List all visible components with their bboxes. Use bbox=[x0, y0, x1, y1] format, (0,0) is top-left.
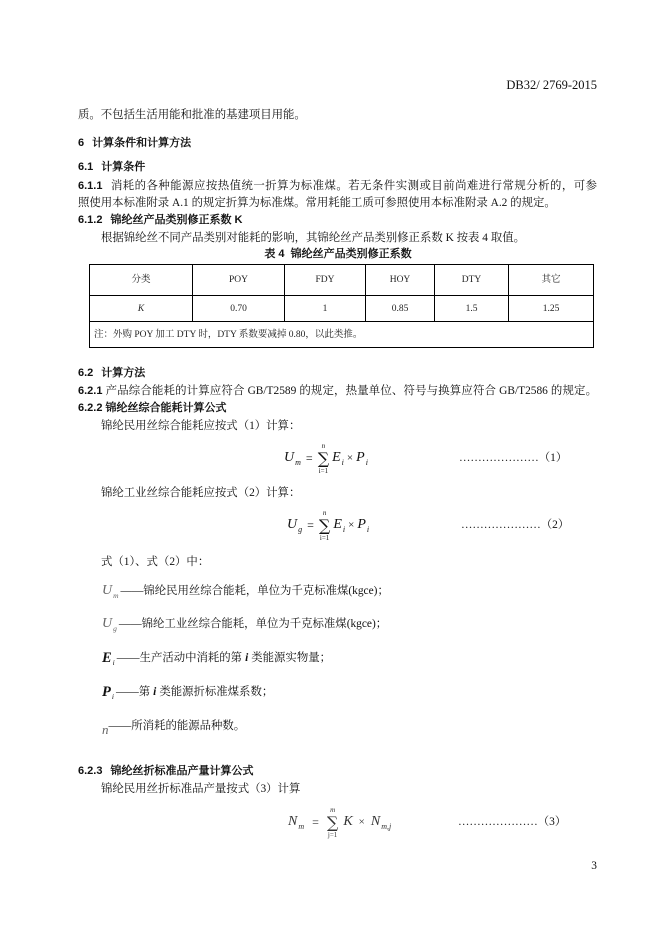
formula-1-term-e-subscript: i bbox=[341, 458, 344, 467]
definition-e-i-text-after: 类能源实物量； bbox=[251, 652, 331, 664]
section-6-number: 6 bbox=[78, 137, 85, 149]
definition-e-i-subscript: i bbox=[112, 658, 115, 667]
intro-paragraph: 质。不包括生活用能和批准的基建项目用能。 bbox=[78, 109, 306, 121]
formula-3-term-n: N bbox=[370, 814, 381, 829]
page-number: 3 bbox=[591, 860, 597, 872]
clause-6-2-1 bbox=[78, 384, 597, 398]
formula-2-lhs-subscript: g bbox=[298, 525, 303, 534]
formula-2-equals-sign: = bbox=[307, 518, 314, 532]
formula-1-equation-number: （1） bbox=[538, 452, 568, 464]
definition-u-g-text: ——锦纶工业丝综合能耗，单位为千克标准煤(kgce)； bbox=[118, 618, 388, 630]
formula-3-number bbox=[458, 815, 566, 829]
formula-1-number bbox=[459, 451, 567, 465]
clause-6-2-3-heading bbox=[78, 764, 253, 778]
formula-2-sum-lower-limit: i=1 bbox=[319, 533, 330, 542]
formula-3-sum-sign: ∑ bbox=[326, 812, 339, 832]
definition-p-i-subscript: i bbox=[111, 692, 114, 701]
industrial-yarn-formula-intro: 锦纶工业丝综合能耗应按式（2）计算： bbox=[101, 487, 301, 499]
clause-6-1-1-text-line-2: 照使用本标准附录 A.1 的规定折算为标准煤。常用耗能工质可参照使用本标准附录 A.2 的规定。 bbox=[78, 197, 556, 209]
clause-6-1-2-heading bbox=[78, 213, 242, 227]
section-6-1-heading bbox=[78, 160, 145, 174]
formula-1-sum-upper-limit: n bbox=[321, 441, 326, 450]
formula-1-sum-sign: ∑ bbox=[317, 448, 330, 468]
formula-1-term-p: P bbox=[356, 450, 365, 465]
table-4 bbox=[89, 264, 594, 348]
definition-u-m bbox=[102, 582, 389, 600]
header-cell-dty: DTY bbox=[435, 265, 509, 296]
clause-6-1-1-text-line-1: 消耗的各种能源应按热值统一折算为标准煤。若无条件实测或目前尚难进行常规分析的，可参 bbox=[110, 180, 597, 192]
cell-dty-value: 1.5 bbox=[435, 296, 509, 322]
formula-2-equation-number: （2） bbox=[540, 519, 570, 531]
clause-6-2-2-heading bbox=[78, 401, 226, 415]
header-cell-other: 其它 bbox=[509, 265, 594, 296]
formula-3-term-k: K bbox=[343, 814, 353, 829]
formula-3-sum-upper-limit: m bbox=[330, 805, 336, 814]
cell-k-label: K bbox=[90, 296, 193, 322]
clause-6-2-1-number: 6.2.1 bbox=[78, 385, 103, 397]
definition-e-i bbox=[102, 649, 331, 667]
definition-p-i bbox=[102, 683, 273, 701]
formula-2-number bbox=[461, 518, 569, 532]
formula-2-sum-sign: ∑ bbox=[318, 515, 331, 535]
cell-poy-value: 0.70 bbox=[193, 296, 285, 322]
section-6-1-title: 计算条件 bbox=[101, 161, 146, 173]
definitions-intro: 式（1）、式（2）中： bbox=[101, 556, 210, 568]
table-4-caption: 表 4 锦纶丝产品类别修正系数 bbox=[264, 248, 412, 260]
formula-1-equals-sign: = bbox=[305, 451, 313, 465]
definition-p-i-text-before: ——第 bbox=[115, 686, 151, 698]
definition-n-text: ——所消耗的能源品种数。 bbox=[108, 720, 246, 732]
clause-6-2-3-number: 6.2.3 bbox=[78, 765, 103, 777]
definition-p-i-index-variable: i bbox=[153, 686, 157, 698]
table-row bbox=[90, 296, 594, 322]
definition-u-g-symbol: U bbox=[102, 616, 113, 631]
section-6-2-heading bbox=[78, 366, 145, 380]
table-note-row bbox=[90, 322, 594, 348]
formula-1-term-p-subscript: i bbox=[365, 458, 368, 467]
formula-3-equals-sign: = bbox=[312, 815, 319, 829]
definition-u-g bbox=[102, 615, 387, 633]
section-6-2-number: 6.2 bbox=[78, 367, 94, 379]
definition-p-i-text-after: 类能源折标准煤系数； bbox=[159, 686, 274, 698]
formula-1-term-e: E bbox=[332, 450, 341, 465]
definition-u-m-subscript: m bbox=[113, 591, 119, 600]
definition-p-i-symbol: P bbox=[102, 684, 111, 700]
clause-6-1-1-line-1 bbox=[78, 179, 597, 193]
definition-u-m-text: ——锦纶民用丝综合能耗，单位为千克标准煤(kgce)； bbox=[120, 585, 389, 597]
formula-3-sum-lower-limit: j=1 bbox=[327, 830, 338, 839]
formula-2-term-e-subscript: i bbox=[342, 525, 346, 534]
clause-6-2-2-title: 锦纶丝综合能耗计算公式 bbox=[105, 402, 227, 414]
cell-hoy-value: 0.85 bbox=[366, 296, 435, 322]
formula-2-summation bbox=[319, 509, 330, 542]
table-header-row bbox=[90, 265, 594, 296]
table-note: 注：外购 POY 加工 DTY 时，DTY 系数要减掉 0.80，以此类推。 bbox=[90, 322, 594, 348]
header-cell-fdy: FDY bbox=[285, 265, 366, 296]
clause-6-2-1-text: 产品综合能耗的计算应符合 GB/T2589 的规定，热量单位、符号与换算应符合 GB/T2586 的规定。 bbox=[105, 385, 597, 397]
formula-3-lhs: N bbox=[288, 814, 298, 829]
section-6-2-title: 计算方法 bbox=[101, 367, 146, 379]
formula-3-equation-number: （3） bbox=[537, 816, 567, 828]
formula-1-leader-dots: ………………… bbox=[459, 452, 539, 464]
definition-u-g-subscript: g bbox=[113, 624, 117, 633]
formula-2-term-e: E bbox=[333, 517, 342, 532]
formula-1 bbox=[284, 439, 368, 477]
definition-u-m-symbol: U bbox=[102, 583, 113, 598]
clause-6-1-2-number: 6.1.2 bbox=[78, 214, 103, 226]
formula-2 bbox=[287, 506, 369, 544]
formula-2-term-p-subscript: i bbox=[366, 525, 370, 534]
definition-e-i-text-before: ——生产活动中消耗的第 bbox=[116, 652, 243, 664]
formula-1-sum-lower-limit: i=1 bbox=[318, 466, 329, 475]
document-code-header: DB32/ 2769-2015 bbox=[506, 78, 597, 92]
header-cell-hoy: HOY bbox=[366, 265, 435, 296]
formula-2-lhs: U bbox=[287, 517, 298, 532]
header-cell-poy: POY bbox=[193, 265, 285, 296]
formula-1-lhs-subscript: m bbox=[295, 458, 301, 467]
formula-3-times-sign: × bbox=[358, 816, 365, 828]
clause-6-1-2-title: 锦纶丝产品类别修正系数 K bbox=[110, 214, 243, 226]
clause-6-1-2-text: 根据锦纶丝不同产品类别对能耗的影响，其锦纶丝产品类别修正系数 K 按表 4 取值。 bbox=[101, 232, 525, 244]
clause-6-1-1-number: 6.1.1 bbox=[78, 180, 103, 192]
formula-2-sum-upper-limit: n bbox=[322, 508, 327, 517]
definition-n bbox=[102, 717, 245, 735]
formula-3 bbox=[288, 803, 391, 841]
header-cell-category: 分类 bbox=[90, 265, 193, 296]
formula-3-leader-dots: ………………… bbox=[458, 816, 538, 828]
definition-n-symbol: n bbox=[102, 722, 109, 737]
cell-other-value: 1.25 bbox=[509, 296, 594, 322]
formula-1-lhs: U bbox=[284, 450, 295, 465]
formula-2-leader-dots: ………………… bbox=[461, 519, 541, 531]
definition-e-i-symbol: E bbox=[102, 650, 112, 666]
formula-1-summation bbox=[318, 442, 329, 475]
standard-output-formula-intro: 锦纶民用丝折标准品产量按式（3）计算 bbox=[101, 783, 301, 795]
formula-2-term-p: P bbox=[357, 517, 366, 532]
section-6-heading bbox=[78, 136, 191, 150]
formula-1-times-sign: × bbox=[346, 452, 354, 464]
formula-2-times-sign: × bbox=[348, 519, 355, 531]
definition-e-i-index-variable: i bbox=[245, 652, 249, 664]
formula-3-lhs-subscript: m bbox=[298, 822, 305, 831]
clause-6-2-2-number: 6.2.2 bbox=[78, 402, 103, 414]
clause-6-2-3-title: 锦纶丝折标准品产量计算公式 bbox=[110, 765, 254, 777]
section-6-title: 计算条件和计算方法 bbox=[92, 137, 192, 149]
cell-fdy-value: 1 bbox=[285, 296, 366, 322]
formula-3-summation bbox=[327, 806, 338, 839]
formula-3-term-n-subscript: m,j bbox=[381, 822, 392, 831]
section-6-1-number: 6.1 bbox=[78, 161, 94, 173]
civil-yarn-formula-intro: 锦纶民用丝综合能耗应按式（1）计算： bbox=[101, 420, 301, 432]
